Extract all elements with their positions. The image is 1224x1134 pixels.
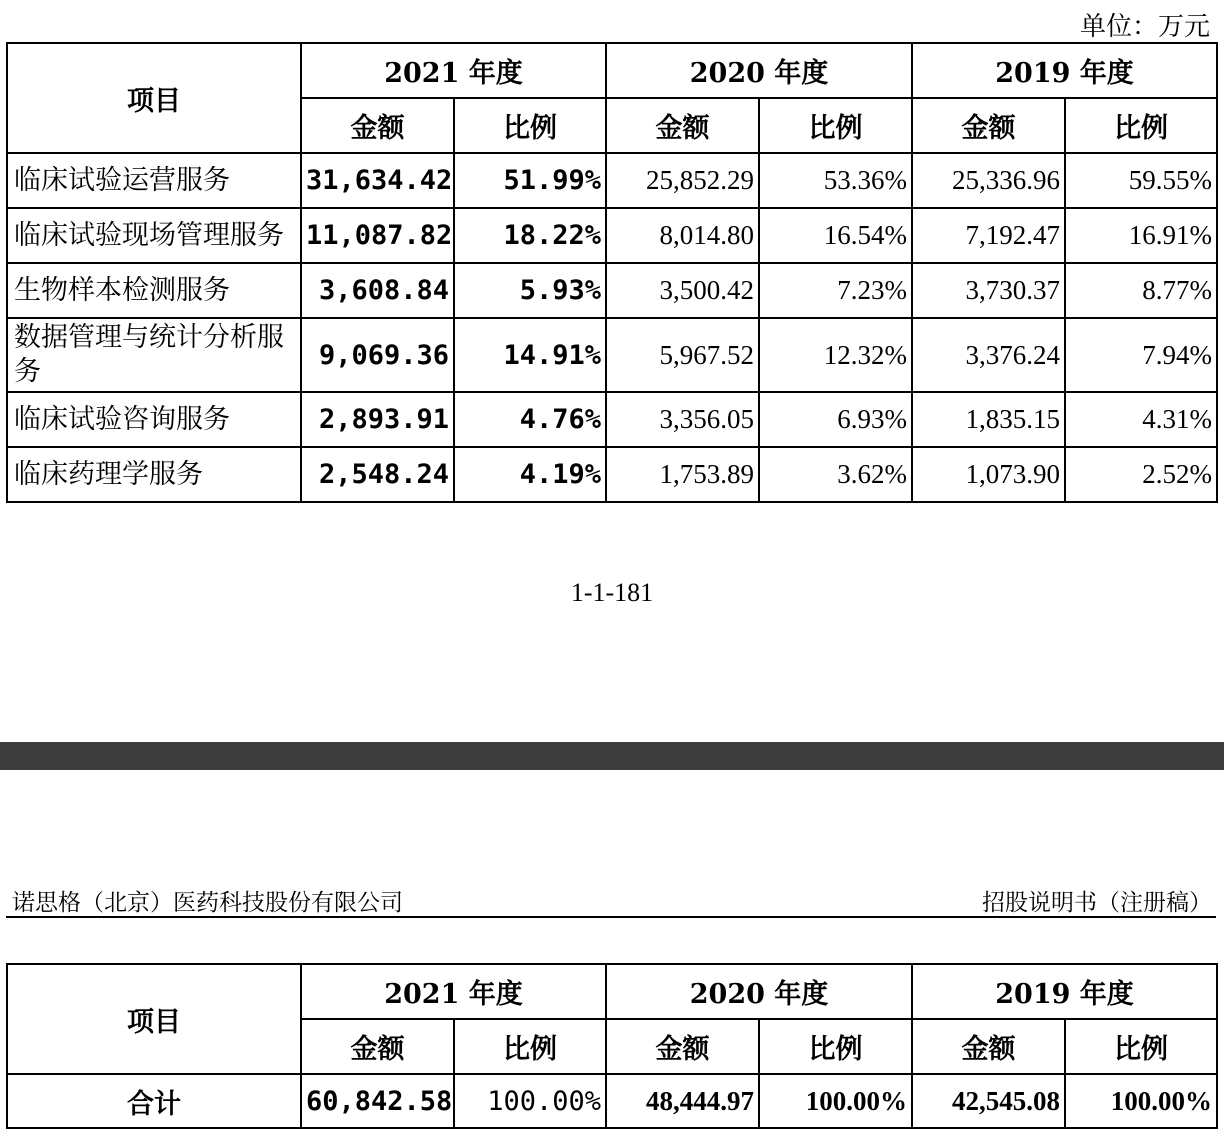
total-value-cell: 100.00% [454, 1074, 606, 1128]
value-cell: 59.55% [1065, 153, 1217, 208]
value-cell: 4.19% [454, 447, 606, 502]
row-name: 临床试验咨询服务 [7, 392, 301, 447]
value-cell: 4.31% [1065, 392, 1217, 447]
header-amount: 金额 [912, 98, 1065, 153]
header-ratio: 比例 [454, 98, 606, 153]
header-ratio: 比例 [1065, 98, 1217, 153]
value-cell: 3.62% [759, 447, 912, 502]
value-cell: 3,608.84 [301, 263, 454, 318]
value-cell: 6.93% [759, 392, 912, 447]
header-year-2021: 2021 年度 [301, 964, 606, 1019]
table-row [7, 392, 1217, 447]
value-cell: 5,967.52 [606, 318, 759, 392]
value-cell: 2.52% [1065, 447, 1217, 502]
value-cell: 3,376.24 [912, 318, 1065, 392]
revenue-table [6, 42, 1218, 503]
row-name: 临床药理学服务 [7, 447, 301, 502]
unit-label: 单位：万元 [1079, 12, 1210, 42]
value-cell: 16.91% [1065, 208, 1217, 263]
header-amount: 金额 [301, 1019, 454, 1074]
revenue-table-continued [6, 963, 1218, 1129]
row-name: 生物样本检测服务 [7, 263, 301, 318]
value-cell: 51.99% [454, 153, 606, 208]
value-cell: 7.23% [759, 263, 912, 318]
page-break-band [0, 742, 1224, 770]
header-ratio: 比例 [454, 1019, 606, 1074]
value-cell: 1,753.89 [606, 447, 759, 502]
header-item: 项目 [7, 964, 301, 1074]
document-type: 招股说明书（注册稿） [982, 890, 1212, 916]
header-ratio: 比例 [1065, 1019, 1217, 1074]
value-cell: 9,069.36 [301, 318, 454, 392]
total-value-cell: 42,545.08 [912, 1074, 1065, 1128]
total-value-cell: 100.00% [1065, 1074, 1217, 1128]
value-cell: 18.22% [454, 208, 606, 263]
row-name: 数据管理与统计分析服务 [7, 318, 301, 392]
value-cell: 3,500.42 [606, 263, 759, 318]
value-cell: 3,356.05 [606, 392, 759, 447]
header-year-2019: 2019 年度 [912, 964, 1217, 1019]
value-cell: 7.94% [1065, 318, 1217, 392]
company-name: 诺思格（北京）医药科技股份有限公司 [12, 890, 403, 916]
header-year-2020: 2020 年度 [606, 43, 912, 98]
value-cell: 8.77% [1065, 263, 1217, 318]
row-name: 临床试验现场管理服务 [7, 208, 301, 263]
page-number: 1-1-181 [570, 578, 654, 607]
value-cell: 1,835.15 [912, 392, 1065, 447]
header-row-years [7, 964, 1217, 1019]
header-year-2021: 2021 年度 [301, 43, 606, 98]
table-row [7, 208, 1217, 263]
header-ratio: 比例 [759, 98, 912, 153]
total-row [7, 1074, 1217, 1128]
header-ratio: 比例 [759, 1019, 912, 1074]
header-amount: 金额 [606, 1019, 759, 1074]
value-cell: 8,014.80 [606, 208, 759, 263]
total-value-cell: 60,842.58 [301, 1074, 454, 1128]
value-cell: 14.91% [454, 318, 606, 392]
value-cell: 3,730.37 [912, 263, 1065, 318]
table-row [7, 318, 1217, 392]
value-cell: 7,192.47 [912, 208, 1065, 263]
total-value-cell: 48,444.97 [606, 1074, 759, 1128]
header-year-2019: 2019 年度 [912, 43, 1217, 98]
value-cell: 53.36% [759, 153, 912, 208]
value-cell: 5.93% [454, 263, 606, 318]
table-row [7, 263, 1217, 318]
value-cell: 16.54% [759, 208, 912, 263]
header-amount: 金额 [301, 98, 454, 153]
table-row [7, 153, 1217, 208]
value-cell: 2,548.24 [301, 447, 454, 502]
header-item: 项目 [7, 43, 301, 153]
header-rule [6, 916, 1216, 918]
value-cell: 11,087.82 [301, 208, 454, 263]
header-amount: 金额 [912, 1019, 1065, 1074]
table-row [7, 447, 1217, 502]
row-name: 临床试验运营服务 [7, 153, 301, 208]
header-amount: 金额 [606, 98, 759, 153]
header-year-2020: 2020 年度 [606, 964, 912, 1019]
value-cell: 25,336.96 [912, 153, 1065, 208]
value-cell: 31,634.42 [301, 153, 454, 208]
total-label: 合计 [7, 1074, 301, 1128]
total-value-cell: 100.00% [759, 1074, 912, 1128]
value-cell: 1,073.90 [912, 447, 1065, 502]
value-cell: 4.76% [454, 392, 606, 447]
value-cell: 25,852.29 [606, 153, 759, 208]
value-cell: 2,893.91 [301, 392, 454, 447]
value-cell: 12.32% [759, 318, 912, 392]
header-row-years [7, 43, 1217, 98]
